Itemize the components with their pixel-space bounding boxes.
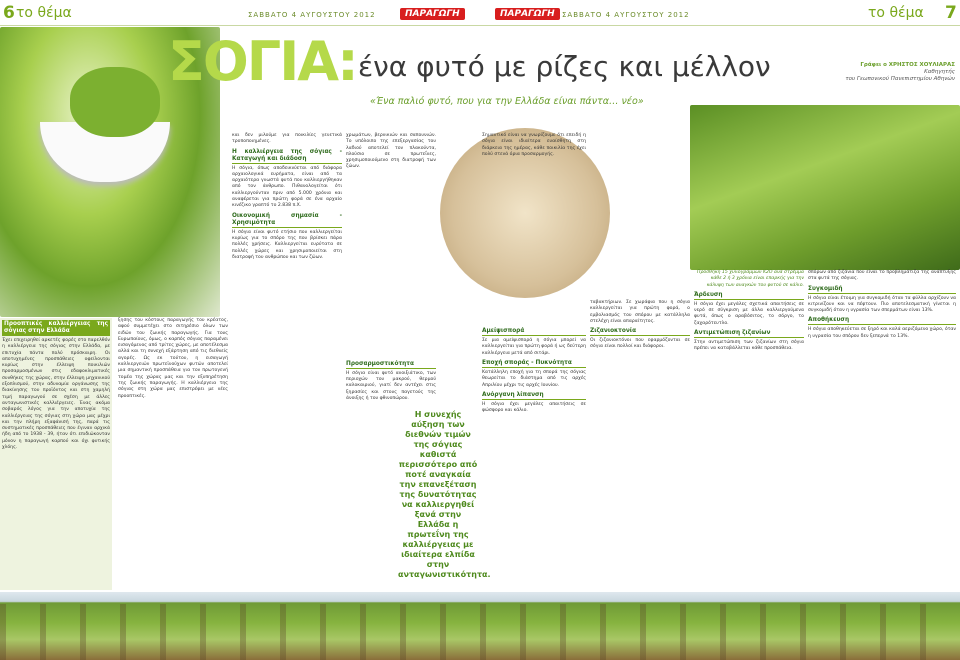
right-section: το θέμα — [868, 5, 924, 21]
field-panorama-photo — [0, 592, 960, 660]
column-3-heading-2: Οικονομική σημασία - Χρησιμότητα — [232, 212, 342, 226]
column-5-heading-1: Αμείψισπορά — [482, 328, 586, 336]
right-logo: ΠΑΡΑΓΩΓΗ — [495, 8, 560, 20]
page-header — [0, 0, 960, 26]
column-7-heading-2: Αντιμετώπιση ζιζανίων — [694, 330, 804, 338]
column-8-text-1: σπόρων από ζιζάνια που είναι το προβλημάτιζα της ανάπτυξης στα φυτά της σόγιας. — [808, 270, 956, 282]
column-5-heading-3: Ανόργανη λίπανση — [482, 392, 586, 400]
column-5-heading-2: Εποχή σποράς - Πυκνότητα — [482, 360, 586, 368]
pod-cluster — [70, 67, 160, 137]
column-1 — [0, 318, 112, 590]
right-page-number: 7 — [945, 3, 957, 23]
right-date: ΣΑΒΒΑΤΟ 4 ΑΥΓΟΥΣΤΟΥ 2012 — [562, 11, 690, 19]
column-6 — [590, 300, 690, 590]
column-5-text-1: Σημαντικό είναι να γνωρίζουμε ότι επειδή η σόγια είναι ιδιαίτερα ευαίσθητη στη διάρκεια της ημέρας, κάθε ποικιλία της έχει πολύ στενά όρια προσαρμογής. — [482, 133, 586, 157]
column-5-text-3: Κατάλληλη εποχή για τη σπορά της σόγιας θεωρείται το διάστημα από τις αρχές Απριλίου μέχρι τις αρχές Ιουνίου. — [482, 370, 586, 388]
column-6-heading: Ζιζανιοκτονία — [590, 328, 690, 336]
column-5-text-2: Σε μια αμείψισπορά η σόγια μπορεί να καλλιεργείται για πρώτη φορά ή ως δεύτερη καλλιέργεια μετά από σιτάρι. — [482, 338, 586, 356]
column-8-heading-2: Αποθήκευση — [808, 317, 956, 325]
column-2-text: ξησης του κόστους παραγωγής του κρέατος, αφού συμμετέχει στο σιτηρέσιο όλων των ειδών του ζωικής παραγωγής. Για τους Ευρωπαίους, όμως, ο καρπός σόγιας παραμένει εισαγόμενος από τρίτες χώρες, με αποτέλεσμα αλλά και τη συνεχή εξάρτηση από τις διεθνείς αγορές. Ως εκ τούτου, η εισαγωγή καλλιεργειών πρωτεϊνούχων φυτών αποτελεί μια σημαντική προσπάθεια για τον πρωτογενή τομέα της χώρας μας και την εξυπηρέτηση της ζωικής παραγωγής. Η καλλιέργεια της σόγιας στη χώρα μας επιστρέφει με νέες προοπτικές. — [118, 318, 228, 399]
column-8-heading-1: Συγκομιδή — [808, 286, 956, 294]
column-3-text-2: Η σόγια είναι φυτό ετήσιο που καλλιεργείται κυρίως για το σπόρο της που βρίσκει πάρα πολλές χρήσεις. Καλλιεργείται ευρύτατα σε πολλές χώρες και χρησιμοποιείται στη διατροφή του ανθρώπου και των ζώων. — [232, 229, 342, 260]
left-date: ΣΑΒΒΑΤΟ 4 ΑΥΓΟΥΣΤΟΥ 2012 — [248, 11, 376, 19]
left-logo: ΠΑΡΑΓΩΓΗ — [400, 8, 465, 20]
column-2 — [118, 318, 228, 590]
column-7-heading-1: Άρδευση — [694, 292, 804, 300]
byline-author: Γράφει ο ΧΡΗΣΤΟΣ ΧΟΥΛΙΑΡΑΣ — [860, 62, 955, 68]
column-3-intro: και δεν μιλούμε για ποικιλίες γενετικά τροποποιημένες. — [232, 133, 342, 145]
column-8 — [808, 270, 956, 590]
column-6-text-2: Οι ζιζανιοκτόνοι που εφαρμόζονται σε σόγια είναι πολλοί και διάφοροι. — [590, 338, 690, 350]
column-1-heading: Προοπτικές καλλιέργειας της σόγιας στην Ελλάδα — [4, 321, 108, 334]
column-8-text-1b: Η σόγια είναι έτοιμη για συγκομιδή όταν τα φύλλα αρχίζουν να κιτρινίζουν και να πέφτουν. Πιο αποτελεσματική γίνεται η συγκομιδή όταν η υγρασία των σπερμάτων είναι 13%. — [808, 295, 956, 314]
green-pods-photo — [690, 105, 960, 270]
headline-big: ΣΟΓΙΑ: — [168, 30, 357, 93]
column-4-text-2: Η σόγια είναι φυτό ανοιξιάτικο, των περιοχών του μακρού, θερμού καλοκαιριού, γιατί δεν αντέχει στις ξηρασίες και στους παγετούς της άνοιξης ή του φθινοπώρου. — [346, 370, 436, 401]
left-section: το θέμα — [16, 5, 72, 21]
column-4-text-1: χρωμάτων, βερνικιών και σαπουνιών. Το υπόλοιπο της επεξεργασίας του λαδιού αποτελεί τον πλακούντα, πλούσιο σε πρωτεΐνες, χρησιμοποιούμενο στη διατροφή των ζώων. — [346, 133, 436, 170]
byline — [800, 62, 955, 83]
byline-institution: του Γεωπονικού Πανεπιστημίου Αθηνών — [845, 76, 955, 82]
column-1-text: Έχει επιχειρηθεί αρκετές φορές στο παρελθόν η καλλιέργεια της σόγιας στην Ελλάδα, με επιτυχία πάντα πολύ πρόσκαιρη. Οι αποτυχημένες προσπάθειες οφείλονται κυρίως στην έλλειψη ποικιλιών προσαρμοσμένων στις εδαφοκλιματικές συνθήκες της χώρας, στην έλλειψη μηχανικού εξοπλισμού, στην αδυναμία οργάνωσης της διακίνησης του προϊόντος και στη χαμηλή τιμή παραγωγού σε σχέση με άλλες ανταγωνιστικές καλλιέργειες. Ένας ακόμα σοβαρός λόγος για την αποτυχία της καλλιέργειας της σόγιας στη χώρα μας μέχρι και την πλήρη εξαφάνισή της, παρά τις συστηματικές προσπάθειες που έγιναν αρχικά ήδη από το 1938 - 39, ήταν ότι επιδιώκονταν μόνον η παραγωγή καρπού και όχι φυτικής χλόης. — [2, 338, 110, 451]
column-3-heading-1: Η καλλιέργεια της σόγιας - Καταγωγή και διάδοση — [232, 148, 342, 162]
subtitle: «Ένα παλιό φυτό, που για την Ελλάδα είναι πάντα… νέο» — [370, 96, 644, 107]
column-7-text-1: Η σόγια έχει μεγάλες σχετικά απαιτήσεις σε νερό σε σύγκριση με άλλα καλλιεργούμενα φυτά, όπως ο αραβόσιτος, το σόργο, το ζαχαρότευτλο. — [694, 301, 804, 326]
column-7-caption: Προσθήκη 15 χιλιογράμμων K2O ανά στρέμμα κάθε 2 ή 3 χρόνια είναι επαρκής για την κάλυψη των αναγκών του φυτού σε κάλιο. — [697, 270, 804, 288]
headline — [168, 32, 798, 94]
pull-quote: Η συνεχής αύξηση των διεθνών τιμών της σόγιας καθιστά περισσότερο από ποτέ αναγκαία την επανεξέταση της δυνατότητας να καλλιεργηθεί ξανά στην Ελλάδα η πρωτεΐνη της καλλιέργειας με ιδιαίτερα ελπίδα στην ανταγωνιστικότητα. — [398, 410, 491, 579]
column-4-heading: Προσαρμοστικότητα — [346, 361, 436, 369]
column-5-text-4: Η σόγια έχει μεγάλες απαιτήσεις σε φώσφορο και κάλιο. — [482, 401, 586, 414]
column-3 — [232, 133, 342, 590]
column-8-text-2: Η σόγια αποθηκεύεται σε ξηρό και καλά αεριζόμενο χώρο, όταν η υγρασία του σπόρου δεν ξεπερνά το 13%. — [808, 327, 956, 339]
left-page-number: 6 — [3, 3, 15, 23]
column-7 — [694, 270, 804, 590]
column-7-text-2: Στην αντιμετώπιση των ζιζανίων στη σόγια πρέπει να καταβάλλεται κάθε προσπάθεια. — [694, 340, 804, 352]
field-rows — [0, 604, 960, 660]
column-6-text-1: ταβακτήριων. Σε χωράφια που η σόγια καλλιεργείται για πρώτη φορά, ο εμβολιασμός του σπόρου με κατάλληλα στελέχη είναι απαραίτητος. — [590, 300, 690, 324]
headline-rest: ένα φυτό με ρίζες και μέλλον — [358, 50, 771, 83]
byline-role: Καθηγητής — [924, 69, 955, 75]
column-3-text-1: Η σόγια, όπως αποδεικνύεται από διάφορα αρχαιολογικά ευρήματα, είναι από τα αρχαιότερα γνωστά φυτά που καλλιεργήθηκαν από τον άνθρωπο. Πιθανολογείται ότι καλλιεργούνταν πριν από 5.000 χρόνια και αναφέρεται για πρώτη φορά σε ένα αρχαίο κινέζικο γραπτό το 2.838 π.Χ. — [232, 165, 342, 209]
column-5 — [482, 133, 586, 590]
